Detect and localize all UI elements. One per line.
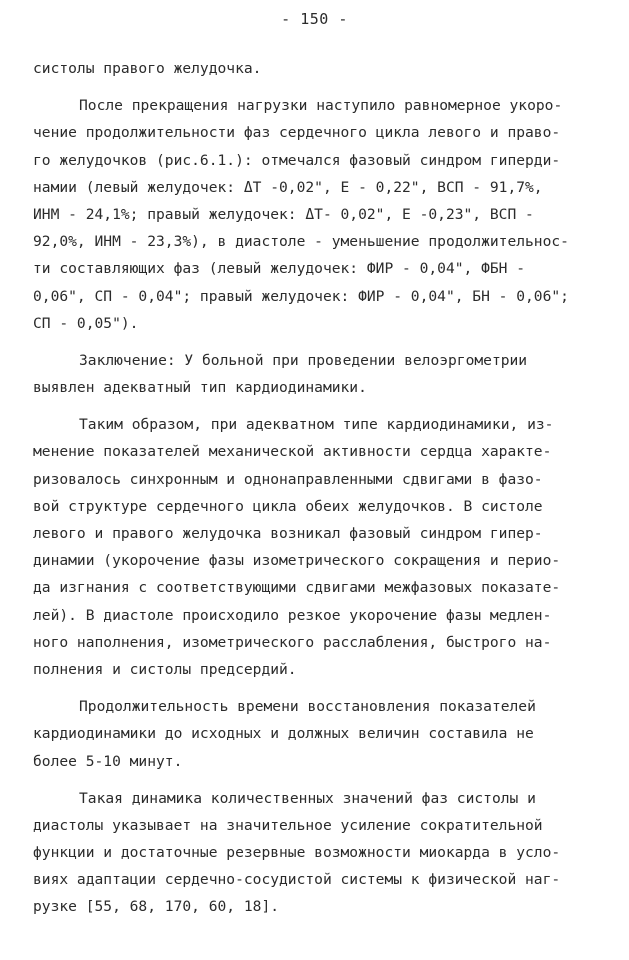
paragraph-6-line: Такая динамика количественных значений фаз систолы и xyxy=(79,789,536,807)
paragraph-6-line: рузке [55, 68, 170, 60, 18]. xyxy=(33,898,280,916)
paragraph-6-line: диастолы указывает на значительное усиление сократительной xyxy=(33,816,543,834)
paragraph-2-line: После прекращения нагрузки наступило равномерное укоро- xyxy=(79,97,563,115)
paragraph-4-line: лей). В диастоле происходило резкое укорочение фазы медлен- xyxy=(33,606,552,624)
page-number: - 150 - xyxy=(281,10,348,28)
paragraph-4-line: левого и правого желудочка возникал фазовый синдром гипер- xyxy=(33,525,543,542)
paragraph-2-line: СП - 0,05"). xyxy=(33,314,139,332)
paragraph-2-line: ИНМ - 24,1%; правый желудочек: ΔТ- 0,02", Е -0,23", ВСП - xyxy=(33,205,534,223)
paragraph-3-line: Заключение: У больной при проведении велоэргометрии xyxy=(79,351,528,369)
paragraph-4-line: полнения и систолы предсердий. xyxy=(33,660,297,678)
paragraph-5-line: кардиодинамики до исходных и должных величин составила не xyxy=(33,725,534,743)
paragraph-2-line: ти составляющих фаз (левый желудочек: ФИР - 0,04", ФБН - xyxy=(33,260,526,278)
paragraph-4-line: Таким образом, при адекватном типе кардиодинамики, из- xyxy=(79,416,554,434)
paragraph-1-line: систолы правого желудочка. xyxy=(33,60,262,77)
paragraph-5-line: Продолжительность времени восстановления показателей xyxy=(79,698,536,716)
paragraph-4-line: вой структуре сердечного цикла обеих желудочков. В систоле xyxy=(33,497,543,515)
paragraph-5-line: более 5-10 минут. xyxy=(33,752,183,770)
paragraph-2-line: го желудочков (рис.6.1.): отмечался фазовый синдром гиперди- xyxy=(33,151,561,169)
paragraph-4-line: ного наполнения, изометрического расслабления, быстрого на- xyxy=(33,633,552,651)
paragraph-4-line: ризовалось синхронным и однонаправленными сдвигами в фазо- xyxy=(33,470,543,488)
paragraph-4-line: динамии (укорочение фазы изометрического сокращения и перио- xyxy=(33,552,561,570)
paragraph-4-line: менение показателей механической активности сердца характе- xyxy=(33,443,552,461)
document-body xyxy=(33,55,593,921)
paragraph-2-line: чение продолжительности фаз сердечного цикла левого и право- xyxy=(33,124,561,142)
paragraph-2-line: 92,0%, ИНМ - 23,3%), в диастоле - уменьшение продолжительнос- xyxy=(33,233,569,251)
paragraph-2-line: 0,06", СП - 0,04"; правый желудочек: ФИР - 0,04", БН - 0,06"; xyxy=(33,287,569,305)
paragraph-4-line: да изгнания с соответствующими сдвигами межфазовых показате- xyxy=(33,579,561,597)
paragraph-6-line: функции и достаточные резервные возможности миокарда в усло- xyxy=(33,844,561,862)
paragraph-6-line: виях адаптации сердечно-сосудистой системы к физической наг- xyxy=(33,871,561,889)
paragraph-2-line: намии (левый желудочек: ΔТ -0,02", Е - 0,22", ВСП - 91,7%, xyxy=(33,178,543,196)
paragraph-3-line: выявлен адекватный тип кардиодинамики. xyxy=(33,379,367,397)
